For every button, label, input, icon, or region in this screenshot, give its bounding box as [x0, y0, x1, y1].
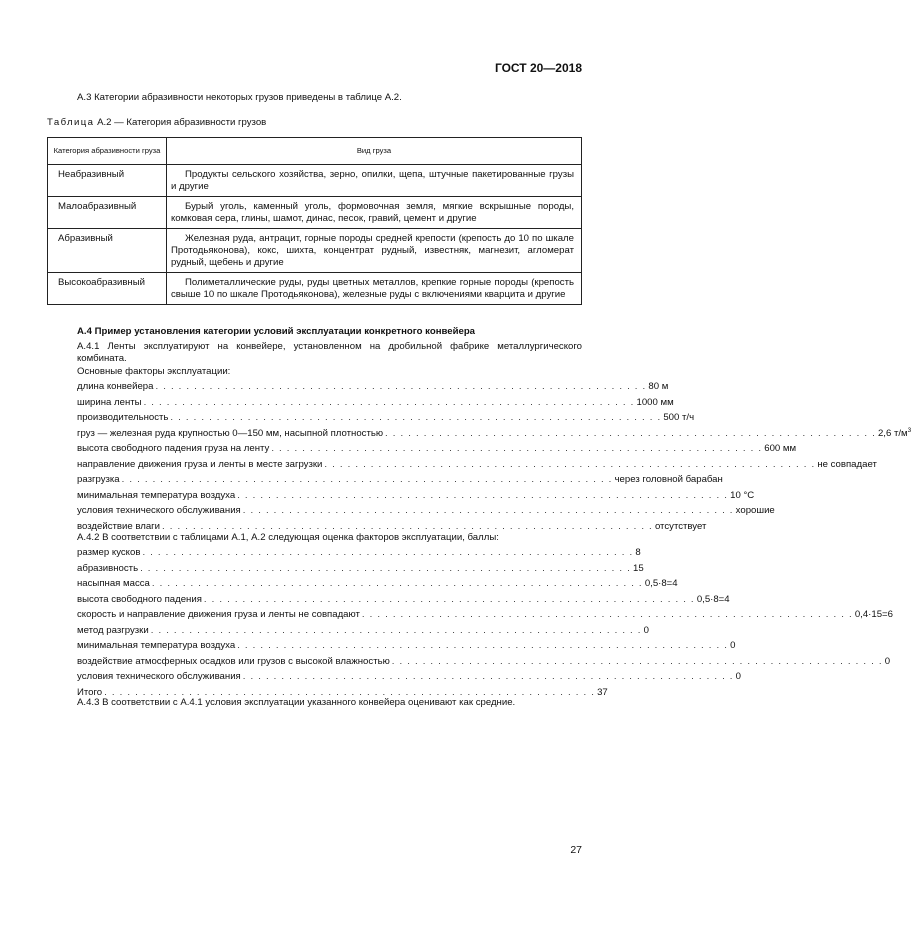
score-name: метод разгрузки — [77, 624, 149, 636]
cell-cargo: Бурый уголь, каменный уголь, формовочная земля, мягкие вскрышные породы, комковая сера, глины, шамот, динас, песок, гравий, цемент и другие — [167, 197, 582, 229]
cell-cargo: Продукты сельского хозяйства, зерно, опилки, щепа, штучные пакетированные грузы и другие — [167, 165, 582, 197]
score-value: 0 — [884, 655, 891, 667]
table-header-row — [48, 138, 582, 165]
score-value: 0,5·8=4 — [696, 593, 730, 605]
score-name: насыпная масса — [77, 578, 150, 589]
list-item — [77, 609, 893, 625]
leader-dots: . . . . . . . . . . . . . . . . . . . . . . . . . . . . . . . . . . . . . . . . . . . . . . . . . . . . . . . . . . . . . . . . — [324, 458, 816, 470]
leader-dots: . . . . . . . . . . . . . . . . . . . . . . . . . . . . . . . . . . . . . . . . . . . . . . . . . . . . . . . . . . . . . . . . — [104, 686, 596, 698]
leader-dots: . . . . . . . . . . . . . . . . . . . . . . . . . . . . . . . . . . . . . . . . . . . . . . . . . . . . . . . . . . . . . . . . — [140, 562, 631, 574]
list-item — [77, 458, 877, 475]
header-category: Категория абразивности груза — [48, 138, 167, 165]
list-item — [77, 489, 755, 506]
list-item — [77, 640, 736, 656]
factor-name: длина конвейера — [77, 381, 154, 392]
intro-paragraph: А.3 Категории абразивности некоторых грузов приведены в таблице А.2. — [77, 92, 402, 103]
table-row — [48, 165, 582, 197]
factor-name: производительность — [77, 412, 169, 423]
factor-value: 600 мм — [764, 443, 797, 454]
paragraph-a42: А.4.2 В соответствии с таблицами А.1, А.2 следующая оценка факторов эксплуатации, баллы: — [77, 532, 499, 543]
score-value: 0,5·8=4 — [644, 578, 678, 589]
table-row — [48, 273, 582, 305]
page-number: 27 — [570, 844, 582, 856]
section-heading-a4: А.4 Пример установления категории условий эксплуатации конкретного конвейера — [77, 326, 476, 337]
factor-name: минимальная температура воздуха — [77, 489, 236, 501]
list-item — [77, 624, 649, 641]
list-item — [77, 578, 678, 594]
leader-dots: . . . . . . . . . . . . . . . . . . . . . . . . . . . . . . . . . . . . . . . . . . . . . . . . . . . . . . . . . . . . . . . . — [242, 505, 734, 516]
list-item — [77, 381, 669, 397]
leader-dots: . . . . . . . . . . . . . . . . . . . . . . . . . . . . . . . . . . . . . . . . . . . . . . . . . . . . . . . . . . . . . . . . — [237, 640, 729, 651]
factors-list — [77, 381, 911, 536]
factor-value: 80 м — [648, 381, 669, 392]
table-caption-prefix: Таблица — [47, 117, 95, 128]
document-code: ГОСТ 20—2018 — [494, 61, 582, 75]
list-item — [77, 655, 891, 672]
score-name: абразивность — [77, 562, 139, 574]
factor-name: груз — железная руда крупностью 0—150 мм, насыпной плотностью — [77, 427, 384, 439]
factor-name: высота свободного падения груза на ленту — [77, 443, 270, 454]
factors-label: Основные факторы эксплуатации: — [77, 366, 231, 377]
score-name: размер кусков — [77, 547, 141, 558]
list-item — [77, 426, 911, 444]
leader-dots: . . . . . . . . . . . . . . . . . . . . . . . . . . . . . . . . . . . . . . . . . . . . . . . . . . . . . . . . . . . . . . . . — [121, 474, 613, 485]
factor-name: направление движения груза и ленты в месте загрузки — [77, 458, 323, 470]
paragraph-a43: А.4.3 В соответствии с А.4.1 условия эксплуатации указанного конвейера оценивают как средние. — [77, 697, 516, 708]
cell-category: Абразивный — [48, 229, 167, 273]
score-value: 0 — [735, 671, 742, 682]
score-name: высота свободного падения — [77, 593, 202, 605]
score-name: минимальная температура воздуха — [77, 640, 236, 651]
cell-category: Неабразивный — [48, 165, 167, 197]
leader-dots: . . . . . . . . . . . . . . . . . . . . . . . . . . . . . . . . . . . . . . . . . . . . . . . . . . . . . . . . . . . . . . . . — [391, 655, 883, 667]
score-name: скорость и направление движения груза и ленты не совпадают — [77, 609, 360, 620]
superscript: 3 — [907, 426, 911, 434]
leader-dots: . . . . . . . . . . . . . . . . . . . . . . . . . . . . . . . . . . . . . . . . . . . . . . . . . . . . . . . . . . . . . . . . — [203, 593, 695, 605]
factor-value: 500 т/ч — [663, 412, 695, 423]
scores-list — [77, 547, 893, 702]
table-caption-title: А.2 — Категория абразивности грузов — [94, 117, 267, 128]
list-item — [77, 562, 644, 579]
leader-dots: . . . . . . . . . . . . . . . . . . . . . . . . . . . . . . . . . . . . . . . . . . . . . . . . . . . . . . . . . . . . . . . . — [142, 547, 634, 558]
list-item — [77, 412, 695, 428]
factor-name: разгрузка — [77, 474, 120, 485]
factor-value — [878, 428, 911, 440]
leader-dots: . . . . . . . . . . . . . . . . . . . . . . . . . . . . . . . . . . . . . . . . . . . . . . . . . . . . . . . . . . . . . . . . — [385, 427, 876, 439]
table-caption — [47, 117, 266, 129]
factor-value-text: 2,6 т/м — [877, 427, 908, 439]
score-value: 15 — [633, 562, 644, 574]
score-value: 0 — [643, 624, 649, 636]
list-item — [77, 443, 797, 459]
factor-value: не совпадает — [817, 458, 877, 470]
leader-dots: . . . . . . . . . . . . . . . . . . . . . . . . . . . . . . . . . . . . . . . . . . . . . . . . . . . . . . . . . . . . . . . . — [143, 396, 635, 408]
factor-name: ширина ленты — [77, 396, 142, 408]
list-item — [77, 474, 723, 490]
factor-value: отсутствует — [654, 520, 707, 532]
factor-name: воздействие влаги — [77, 520, 161, 532]
list-item — [77, 505, 775, 521]
leader-dots: . . . . . . . . . . . . . . . . . . . . . . . . . . . . . . . . . . . . . . . . . . . . . . . . . . . . . . . . . . . . . . . . — [237, 489, 729, 501]
list-item — [77, 671, 742, 687]
score-name: воздействие атмосферных осадков или грузов с высокой влажностью — [77, 655, 390, 667]
leader-dots: . . . . . . . . . . . . . . . . . . . . . . . . . . . . . . . . . . . . . . . . . . . . . . . . . . . . . . . . . . . . . . . . — [151, 578, 643, 589]
score-value: 0 — [730, 640, 736, 651]
leader-dots: . . . . . . . . . . . . . . . . . . . . . . . . . . . . . . . . . . . . . . . . . . . . . . . . . . . . . . . . . . . . . . . . — [271, 443, 763, 454]
leader-dots: . . . . . . . . . . . . . . . . . . . . . . . . . . . . . . . . . . . . . . . . . . . . . . . . . . . . . . . . . . . . . . . . — [170, 412, 662, 423]
paragraph-a41: А.4.1 Ленты эксплуатируют на конвейере, установленном на дробильной фабрике металлургического комбината. — [77, 341, 582, 364]
table-row — [48, 229, 582, 273]
factor-value: 10 °С — [730, 489, 755, 501]
cell-category: Малоабразивный — [48, 197, 167, 229]
leader-dots: . . . . . . . . . . . . . . . . . . . . . . . . . . . . . . . . . . . . . . . . . . . . . . . . . . . . . . . . . . . . . . . . — [361, 609, 853, 620]
leader-dots: . . . . . . . . . . . . . . . . . . . . . . . . . . . . . . . . . . . . . . . . . . . . . . . . . . . . . . . . . . . . . . . . — [162, 520, 653, 532]
abrasiveness-table — [47, 137, 582, 305]
score-name: Итого — [77, 686, 103, 698]
table-row — [48, 197, 582, 229]
list-item — [77, 547, 641, 563]
factor-value: хорошие — [735, 505, 775, 516]
cell-category: Высокоабразивный — [48, 273, 167, 305]
factor-value: 1000 мм — [636, 396, 674, 408]
factor-name: условия технического обслуживания — [77, 505, 241, 516]
score-value: 37 — [597, 686, 608, 698]
list-item — [77, 396, 674, 413]
cell-cargo: Железная руда, антрацит, горные породы средней крепости (крепость до 10 по шкале Протодьяконова), кокс, шихта, концентрат рудный, известняк, магнезит, агломерат рудный, щебень и другие — [167, 229, 582, 273]
leader-dots: . . . . . . . . . . . . . . . . . . . . . . . . . . . . . . . . . . . . . . . . . . . . . . . . . . . . . . . . . . . . . . . . — [155, 381, 647, 392]
score-value: 0,4·15=6 — [854, 609, 893, 620]
list-item — [77, 593, 730, 610]
leader-dots: . . . . . . . . . . . . . . . . . . . . . . . . . . . . . . . . . . . . . . . . . . . . . . . . . . . . . . . . . . . . . . . . — [242, 671, 734, 682]
factor-value: через головной барабан — [614, 474, 723, 485]
score-value: 8 — [635, 547, 641, 558]
score-name: условия технического обслуживания — [77, 671, 241, 682]
leader-dots: . . . . . . . . . . . . . . . . . . . . . . . . . . . . . . . . . . . . . . . . . . . . . . . . . . . . . . . . . . . . . . . . — [150, 624, 642, 636]
cell-cargo: Полиметаллические руды, руды цветных металлов, крепкие горные породы (крепость свыше 10 по шкале Протодьяконова), железные руды с включениями кварцита и другие — [167, 273, 582, 305]
header-cargo: Вид груза — [167, 138, 582, 165]
